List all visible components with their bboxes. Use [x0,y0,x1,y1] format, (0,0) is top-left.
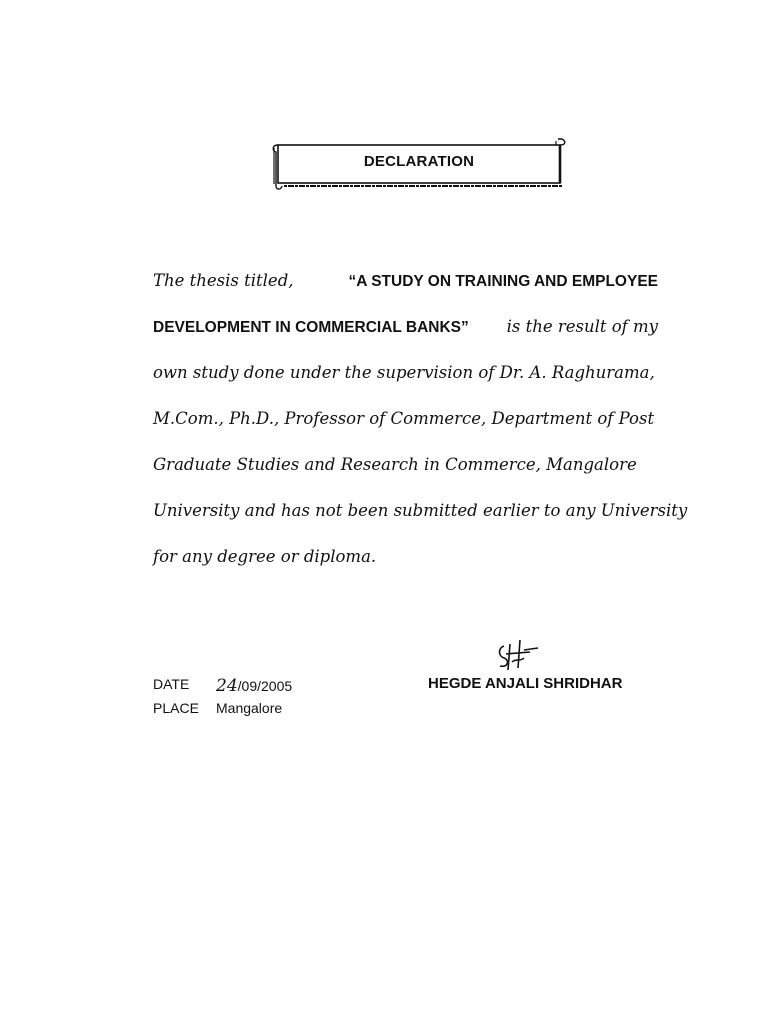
thesis-title-part-2: DEVELOPMENT IN COMMERCIAL BANKS” [153,319,469,336]
date-month-year: /09/2005 [237,678,293,694]
declaration-banner [268,136,570,192]
body-line-5: Graduate Studies and Research in Commerce, Mangalore [153,455,637,474]
body-line-2-italic: is the result of my [506,317,658,336]
body-line-7: for any degree or diploma. [153,547,377,566]
declaration-heading: DECLARATION [363,153,475,170]
date-value [216,676,292,696]
body-line-3: own study done under the supervision of Dr. A. Raghurama, [153,363,655,382]
body-line-1-italic: The thesis titled, [153,271,294,290]
signer-name: HEGDE ANJALI SHRIDHAR [428,675,623,692]
date-label: DATE [153,676,190,692]
date-day-handwritten: 24 [216,676,238,696]
place-label: PLACE [153,700,199,716]
declaration-body [153,258,688,580]
thesis-title-part-1: “A STUDY ON TRAINING AND EMPLOYEE [348,273,658,290]
place-value: Mangalore [216,700,283,716]
body-line-4: M.Com., Ph.D., Professor of Commerce, Department of Post [153,409,655,428]
body-line-6: University and has not been submitted earlier to any University [153,501,688,520]
body-line-2 [153,304,658,350]
body-line-1 [153,258,658,304]
